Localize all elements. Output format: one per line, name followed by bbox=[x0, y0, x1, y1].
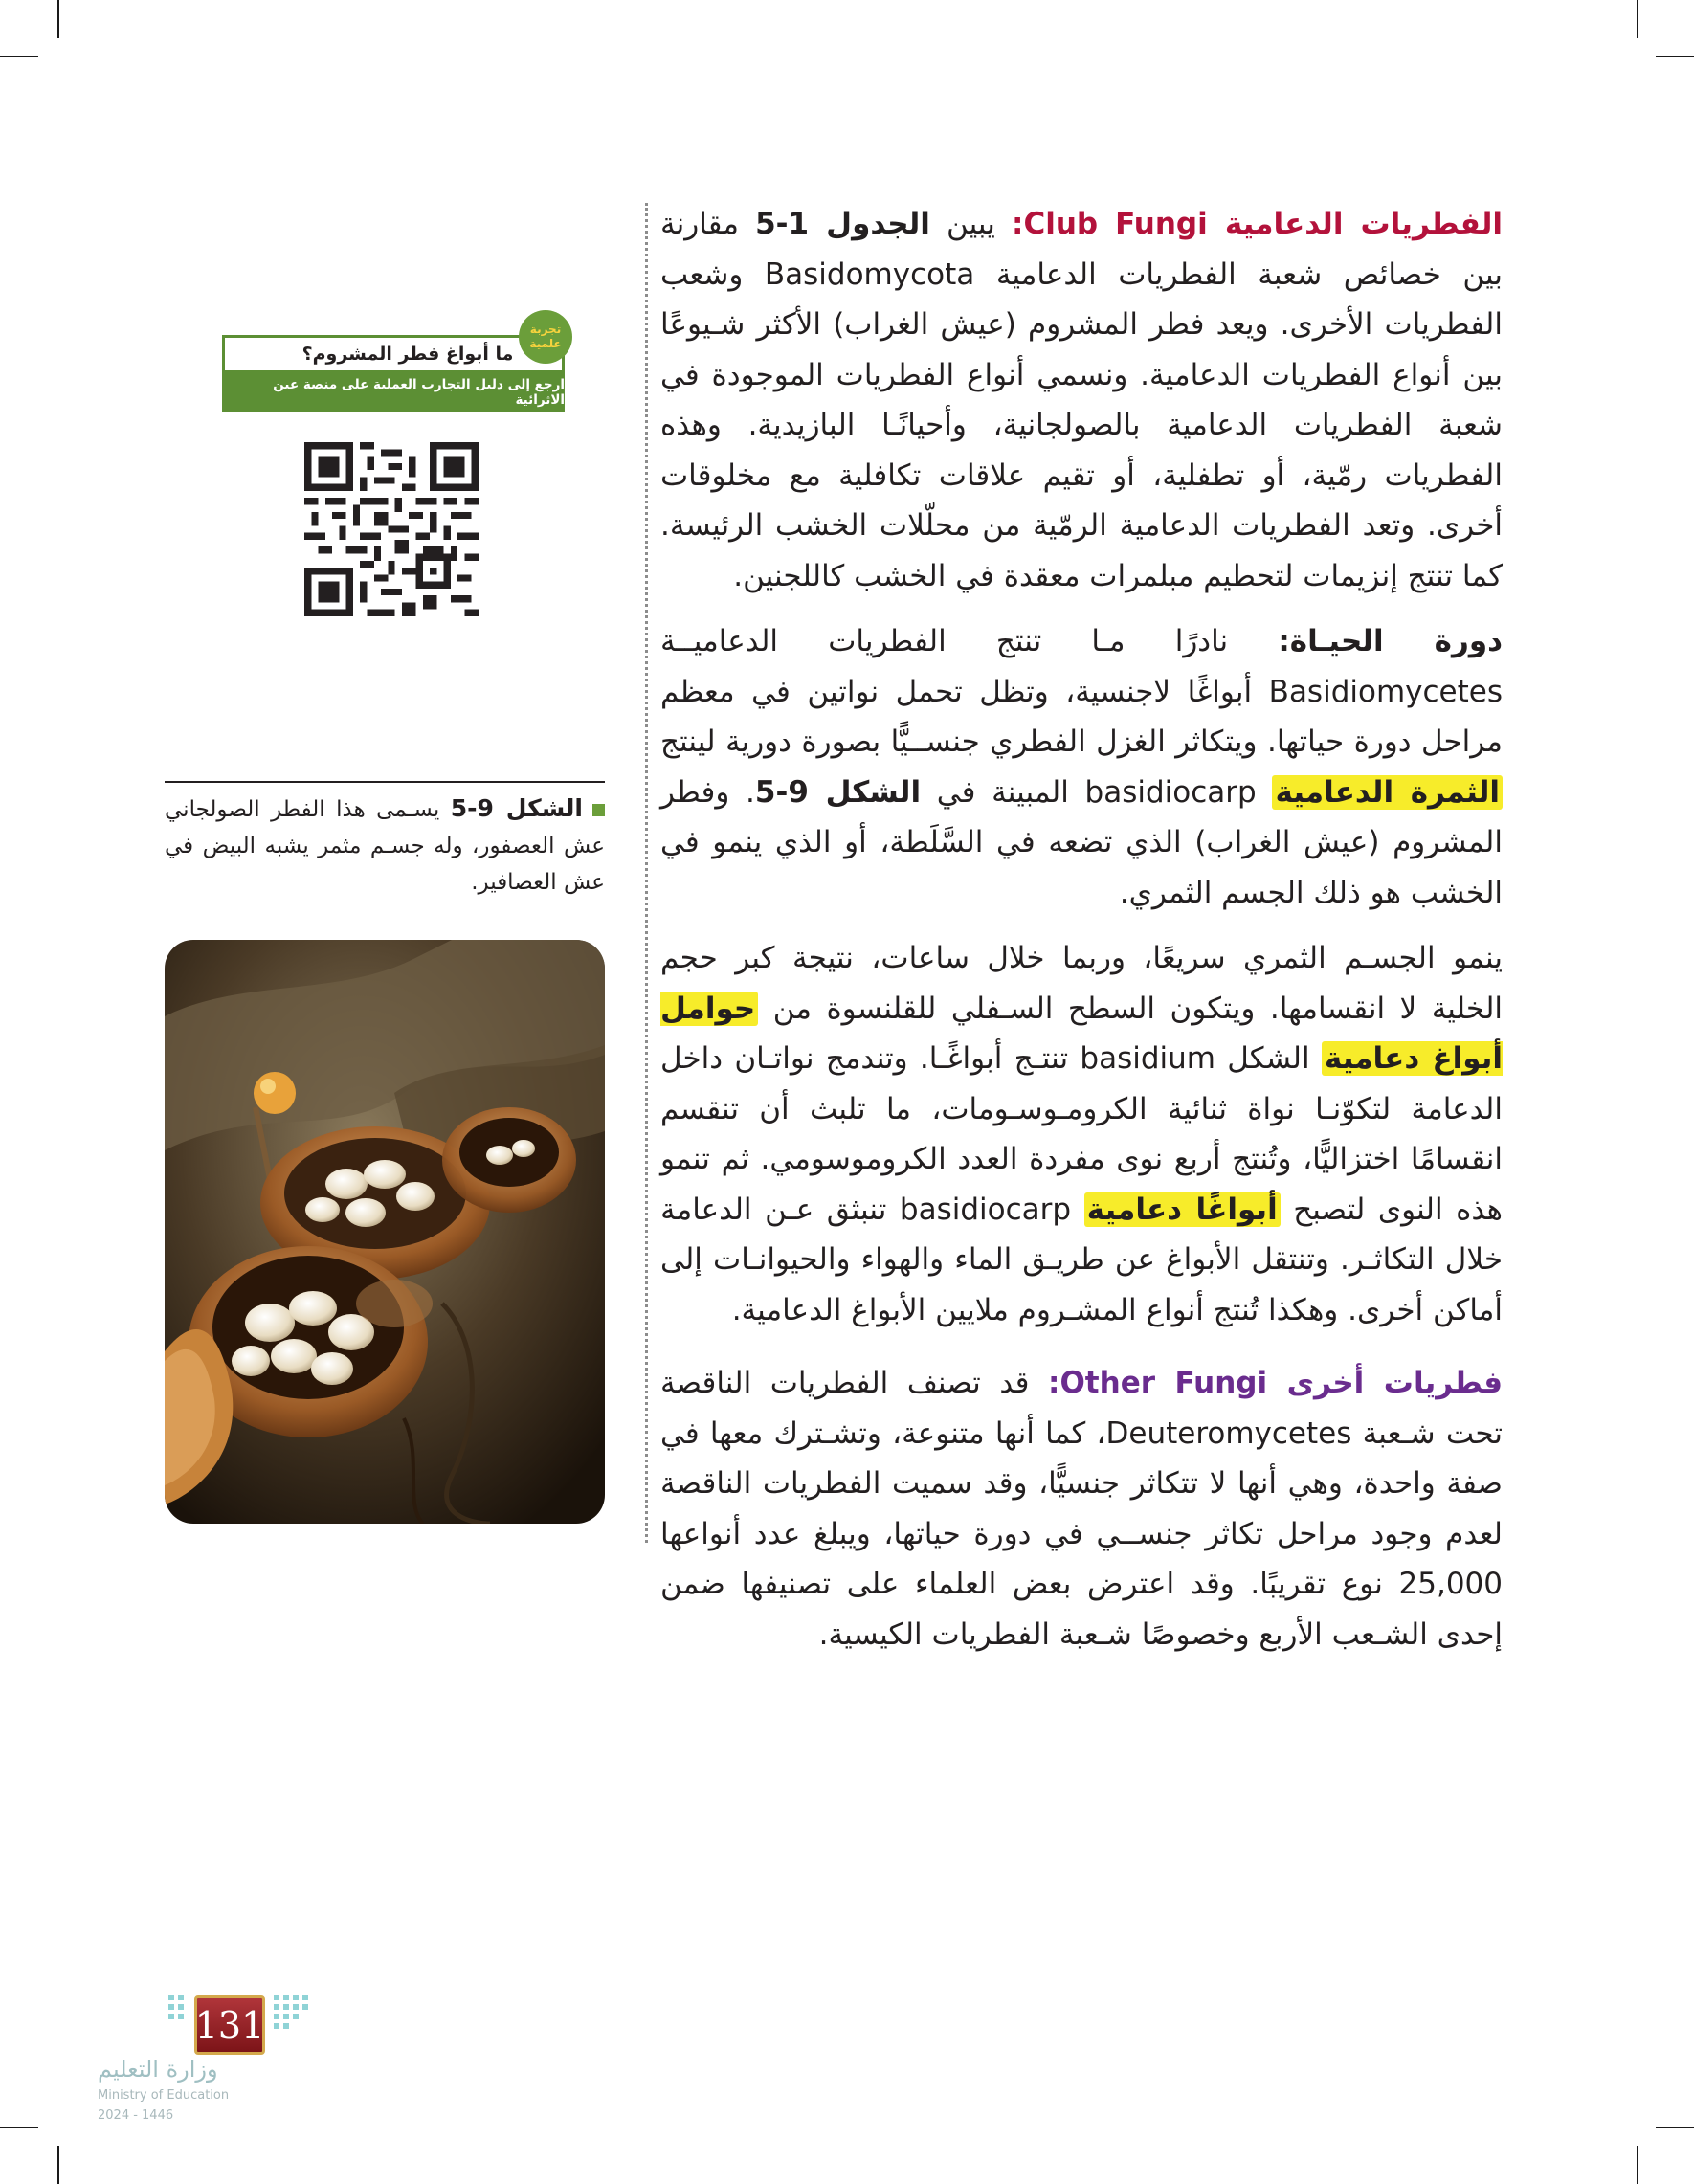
figure-caption bbox=[165, 791, 605, 901]
heading-english: Other Fungi bbox=[1059, 1366, 1268, 1400]
paragraph-other-fungi bbox=[660, 1358, 1503, 1660]
lab-subtitle: ارجع إلى دليل التجارب العملية على منصة عين الاثرائية bbox=[222, 373, 565, 412]
crop-mark bbox=[0, 2127, 38, 2128]
lab-title[interactable]: ما أبواغ فطر المشروم؟ bbox=[222, 335, 565, 373]
text: basidiocarp المبينة في bbox=[936, 774, 1257, 810]
crop-mark bbox=[1656, 2127, 1694, 2128]
badge-line: علمية bbox=[529, 337, 562, 350]
figure-reference[interactable]: الشكل 9-5 bbox=[754, 774, 922, 810]
heading-english: Club Fungi bbox=[1023, 207, 1208, 241]
column-divider bbox=[645, 203, 648, 1543]
caption-bullet-icon bbox=[592, 804, 605, 816]
figure-rule bbox=[165, 781, 605, 783]
highlight-term: حوامل أبواغ دعامية bbox=[660, 991, 1503, 1076]
birds-nest-fungus-photo bbox=[165, 940, 605, 1524]
paragraph-club-fungi bbox=[660, 199, 1503, 601]
crop-mark bbox=[57, 0, 59, 38]
text: ينمو الجسـم الثمري سريعًا، وربما خلال ساعات، نتيجة كبر حجم الخلية لا انقسامها. ويتكون السطح السـفلي للقلنسوة من bbox=[660, 941, 1503, 1026]
heading-club-fungi: الفطريات الدعامية Club Fungi: bbox=[1012, 207, 1503, 241]
text: . وفطر المشروم (عيش الغراب) الذي تضعه في السَّلَطة، أو الذي ينمو في الخشب هو ذلك الجسم الثمري. bbox=[660, 774, 1503, 910]
crop-mark bbox=[0, 56, 38, 57]
text: قد تصنف الفطريات الناقصة تحت شـعبة Deuteromycetes، كما أنها متنوعة، وتشـترك معها في صفة واحدة، وهي أنها لا تتكاثر جنسيًّا، وقد سميت الفطريات الناقصة لعدم وجود مراحل تكاثر جنســي في دورة حياتها، ويبلغ عدد أنواعها 25,000 نوع تقريبًا. وقد اعترض بعض العلماء على تصنيفها ضمن إحدى الشـعب الأربع وخصوصًا شـعبة الفطريات الكيسية. bbox=[660, 1366, 1503, 1652]
paragraph-life-cycle bbox=[660, 616, 1503, 918]
heading-arabic: فطريات أخرى bbox=[1286, 1366, 1504, 1400]
heading-text: دورة الحيـاة bbox=[1289, 624, 1503, 658]
heading-arabic: الفطريات الدعامية bbox=[1224, 207, 1503, 241]
text: basidiocarp تنبثق عـن الدعامة خلال التكاثـر. وتنتقل الأبواغ عن طريـق الماء والهواء والحيوانـات إلى أماكن أخرى. وهكذا تُنتج أنواع المشـروم ملايين الأبواغ الدعامية. bbox=[660, 1192, 1503, 1327]
text: مقارنة بين خصائص شعبة الفطريات الدعامية Basidomycota وشعب الفطريات الأخرى. ويعد فطر المشروم (عيش الغراب) الأكثر شـيوعًا بين أنواع الفطريات الدعامية. ونسمي أنواع الفطريات الموجودة في شعبة الفطريات الدعامية بالصولجانية، وأحيانًـا البازيدية. وهذه الفطريات رمّية، أو تطفلية، أو تقيم علاقات تكافلية مع مخلوقات أخرى. وتعد الفطريات الدعامية الرمّية من محلّلات الخشب الرئيسة. كما تنتج إنزيمات لتحطيم مبلمرات معقدة في الخشب كاللجنين. bbox=[660, 207, 1503, 593]
text: يبين bbox=[946, 207, 995, 241]
table-reference[interactable]: الجدول 1-5 bbox=[755, 207, 930, 241]
crop-mark bbox=[1637, 2146, 1638, 2184]
qr-code[interactable] bbox=[304, 442, 479, 616]
badge-line: تجربة bbox=[529, 323, 562, 336]
highlight-term: الثمرة الدعامية bbox=[1272, 775, 1503, 810]
lab-callout[interactable] bbox=[222, 323, 565, 412]
highlight-term: أبواغًا دعامية bbox=[1084, 1192, 1281, 1227]
lab-badge bbox=[519, 310, 572, 364]
ministry-name-english: Ministry of Education bbox=[98, 2088, 230, 2103]
figure-caption-text: يسـمى هذا الفطر الصولجاني عش العصفور، وله جسـم مثمر يشبه البيض في عش العصافير. bbox=[165, 797, 605, 895]
text: الشكل basidium تنتـج أبواغًـا. وتندمج نواتـان داخل الدعامة لتكوّنـا نواة ثنائية الكرومـوسـومات، ما تلبث أن تنقسم انقسامًا اختزاليًّا، وتُنتج أربع نوى مفردة العدد الكروموسومي. ثم تنمو هذه النوى لتصبح bbox=[660, 1041, 1504, 1227]
figure-label: الشكل 9-5 bbox=[450, 794, 583, 822]
crop-mark bbox=[1637, 0, 1638, 38]
ministry-name-arabic: وزارة التعليم bbox=[98, 2056, 218, 2083]
text: نادرًا مـا تنتج الفطريات الدعاميــة Basidiomycetes أبواغًا لاجنسية، وتظل تحمل نواتين في معظم مراحل دورة حياتها. ويتكاثر الغزل الفطري جنســيًّا بصورة دورية لينتج bbox=[660, 624, 1503, 759]
paragraph-growth bbox=[660, 933, 1503, 1335]
edition-year: 2024 - 1446 bbox=[98, 2108, 174, 2123]
heading-other-fungi: فطريات أخرى Other Fungi: bbox=[1048, 1366, 1504, 1400]
main-text-column bbox=[660, 199, 1503, 1675]
page-number: 131 bbox=[194, 1995, 265, 2055]
crop-mark bbox=[57, 2146, 59, 2184]
heading-life-cycle: دورة الحيـاة: bbox=[1278, 624, 1503, 658]
crop-mark bbox=[1656, 56, 1694, 57]
